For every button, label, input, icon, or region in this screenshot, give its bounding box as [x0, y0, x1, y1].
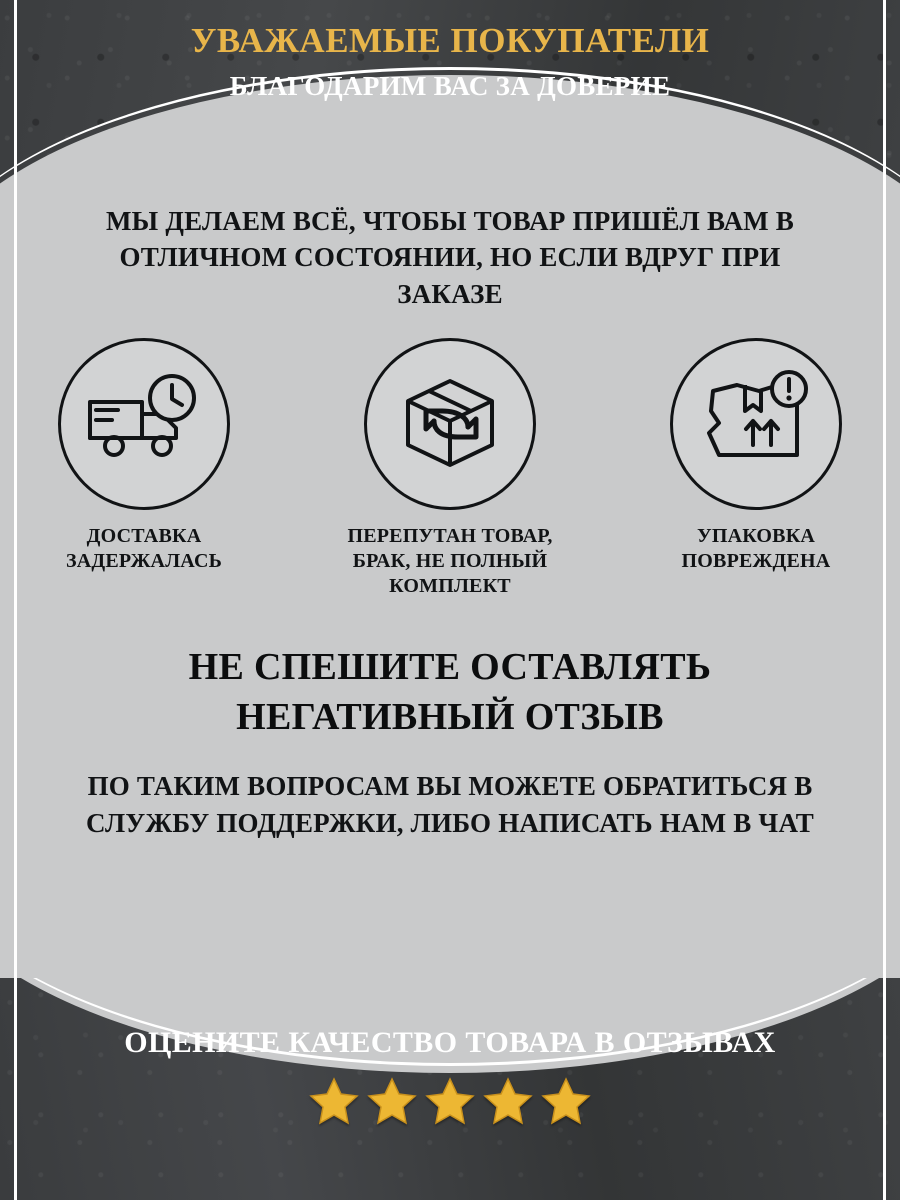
- icon-circle-wrong-item: [364, 338, 536, 510]
- support-instructions-text: ПО ТАКИМ ВОПРОСАМ ВЫ МОЖЕТЕ ОБРАТИТЬСЯ В СЛУЖБУ ПОДДЕРЖКИ, ЛИБО НАПИСАТЬ НАМ В ЧАТ: [86, 771, 814, 838]
- box-return-arrow-icon: [390, 367, 510, 482]
- star-icon: [308, 1076, 360, 1131]
- issue-caption-delivery: ДОСТАВКА ЗАДЕРЖАЛАСЬ: [65, 525, 223, 573]
- issue-caption-wrong-item: ПЕРЕПУТАН ТОВАР, БРАК, НЕ ПОЛНЫЙ КОМПЛЕКТ: [347, 525, 553, 598]
- issue-item-delivery: [24, 338, 264, 574]
- issue-item-damaged: [636, 338, 876, 574]
- header-banner: [0, 0, 900, 185]
- star-icon: [424, 1076, 476, 1131]
- delivery-truck-clock-icon: [84, 372, 204, 477]
- main-content: [0, 185, 900, 841]
- star-icon: [482, 1076, 534, 1131]
- footer-title: ОЦЕНИТЕ КАЧЕСТВО ТОВАРА В ОТЗЫВАХ: [124, 1026, 776, 1059]
- header-subtitle: БЛАГОДАРИМ ВАС ЗА ДОВЕРИЕ: [229, 70, 671, 101]
- header-text-block: [0, 0, 900, 102]
- frame-line-right: [883, 0, 886, 1200]
- footer-banner: [0, 978, 900, 1200]
- issue-caption-damaged: УПАКОВКА ПОВРЕЖДЕНА: [681, 525, 831, 573]
- header-title: УВАЖАЕМЫЕ ПОКУПАТЕЛИ: [190, 21, 710, 60]
- star-icon: [366, 1076, 418, 1131]
- icon-circle-damaged: [670, 338, 842, 510]
- issue-item-wrong-item: [330, 338, 570, 599]
- intro-text: МЫ ДЕЛАЕМ ВСЁ, ЧТОБЫ ТОВАР ПРИШЁЛ ВАМ В ОТЛИЧНОМ СОСТОЯНИИ, НО ЕСЛИ ВДРУГ ПРИ ЗАКАЗЕ: [105, 206, 794, 309]
- star-icon: [540, 1076, 592, 1131]
- damaged-package-warning-icon: [697, 367, 815, 482]
- icon-circle-delivery: [58, 338, 230, 510]
- footer-text-block: [0, 978, 900, 1062]
- issue-icons-row: [0, 338, 900, 599]
- headline-text: НЕ СПЕШИТЕ ОСТАВЛЯТЬ НЕГАТИВНЫЙ ОТЗЫВ: [188, 646, 712, 738]
- frame-line-left: [14, 0, 17, 1200]
- star-rating: [0, 1076, 900, 1131]
